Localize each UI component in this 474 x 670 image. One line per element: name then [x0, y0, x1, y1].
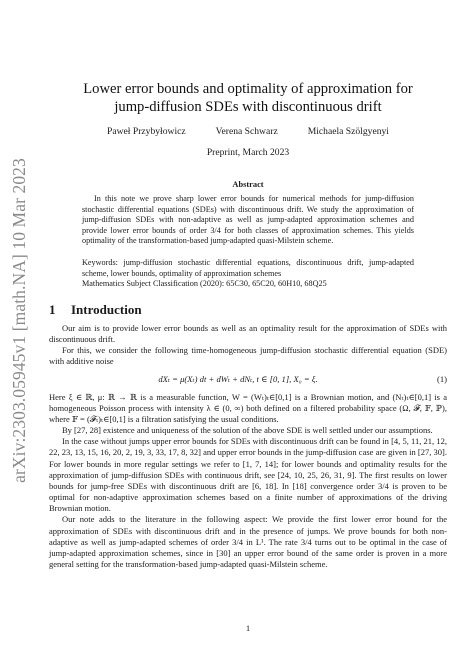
- section-title: Introduction: [71, 302, 142, 317]
- author-2: Verena Schwarz: [215, 126, 278, 137]
- paragraph-6: Our note adds to the literature in the following aspect: We provide the first lower error bound for the approximation of SDEs with discontinuous drift and in the presence of jumps. We prove bounds for both non-adaptive as well as jump-adapted schemes of order 3/4 in L¹. The rate 3/4 turns out to be optimal in the case of jump-adapted approximation schemes, since in [30] an upper error bound of the same order is proven in a more general setting for the transformation-based jump-adapted quasi-Milstein scheme.: [49, 514, 447, 569]
- msc-classification: Mathematics Subject Classification (2020): 65C30, 65C20, 60H10, 68Q25: [82, 279, 327, 289]
- keywords-block: [82, 258, 414, 290]
- author-list: [49, 126, 447, 137]
- paragraph-4: By [27, 28] existence and uniqueness of the solution of the above SDE is well settled under our assumptions.: [62, 425, 433, 436]
- preprint-date: Preprint, March 2023: [206, 147, 290, 158]
- paragraph-1: Our aim is to provide lower error bounds as well as an optimality result for the approximation of SDEs with discontinuous drift.: [49, 323, 447, 345]
- paragraph-5: In the case without jumps upper error bounds for SDEs with discontinuous drift can be found in [4, 5, 11, 21, 12, 22, 23, 13, 15, 16, 20, 2, 19, 3, 33, 17, 8, 32] and upper error bounds in the jump-diffusion case are given in [27, 30]. For lower bounds in more regular settings we refer to [1, 7, 14]; for lower bounds and optimality results for the approximation of jump-diffusion SDEs with continuous drift, see [24, 10, 25, 26, 31, 9]. The first results on lower bounds for jump-free SDEs with discontinuous drift are [6, 18]. In [18] convergence order 3/4 is proven to be optimal for non-adaptive approximation schemes based on a finite number of approximations of the driving Brownian motion.: [49, 436, 447, 514]
- abstract-body: [82, 194, 414, 247]
- title-line-1: Lower error bounds and optimality of approximation for: [83, 81, 413, 97]
- equation-number: (1): [436, 374, 447, 385]
- paper-title: [49, 80, 447, 116]
- keywords: Keywords: jump-diffusion stochastic differential equations, discontinuous drift, jump-adapted scheme, lower bounds, optimality of approximation schemes: [82, 258, 414, 278]
- title-line-2: jump-diffusion SDEs with discontinuous drift: [114, 99, 382, 115]
- paragraph-2: For this, we consider the following time-homogeneous jump-diffusion stochastic differential equation (SDE) with additive noise: [49, 345, 447, 367]
- section-number: 1: [49, 302, 56, 317]
- author-1: Paweł Przybyłowicz: [107, 126, 186, 137]
- arxiv-identifier: arXiv:2303.05945v1 [math.NA] 10 Mar 2023: [8, 157, 29, 483]
- equation-text: dXₜ = μ(Xₜ) dt + dWₜ + dNₜ, t ∈ [0, 1], X₀ = ξ.: [158, 374, 318, 385]
- author-3: Michaela Szölgyenyi: [307, 126, 389, 137]
- paragraph-3: Here ξ ∈ ℝ, μ: ℝ → ℝ is a measurable function, W = (Wₜ)ₜ∈[0,1] is a Brownian motion, and (Nₜ)ₜ∈[0,1] is a homogeneous Poisson process with intensity λ ∈ (0, ∞) both defined on a filtered probability space (Ω, 𝓕, 𝔽, ℙ), where 𝔽 = (𝓕ₜ)ₜ∈[0,1] is a filtration satisfying the usual conditions.: [49, 391, 447, 424]
- abstract-heading: Abstract: [232, 180, 264, 189]
- page-number: 1: [245, 623, 251, 633]
- section-heading: [49, 302, 142, 318]
- abstract-text: In this note we prove sharp lower error bounds for numerical methods for jump-diffusion stochastic differential equations (SDEs) with discontinuous drift. We study the approximation of jump-diffusion SDEs with non-adaptive as well as jump-adapted approximation schemes and provide lower error bounds of order 3/4 for both classes of approximation schemes. This yields optimality of the transformation-based jump-adapted quasi-Milstein scheme.: [82, 194, 414, 246]
- arxiv-identifier-sidebar: [6, 157, 32, 483]
- section-body: [49, 323, 447, 570]
- equation-1: [49, 369, 447, 391]
